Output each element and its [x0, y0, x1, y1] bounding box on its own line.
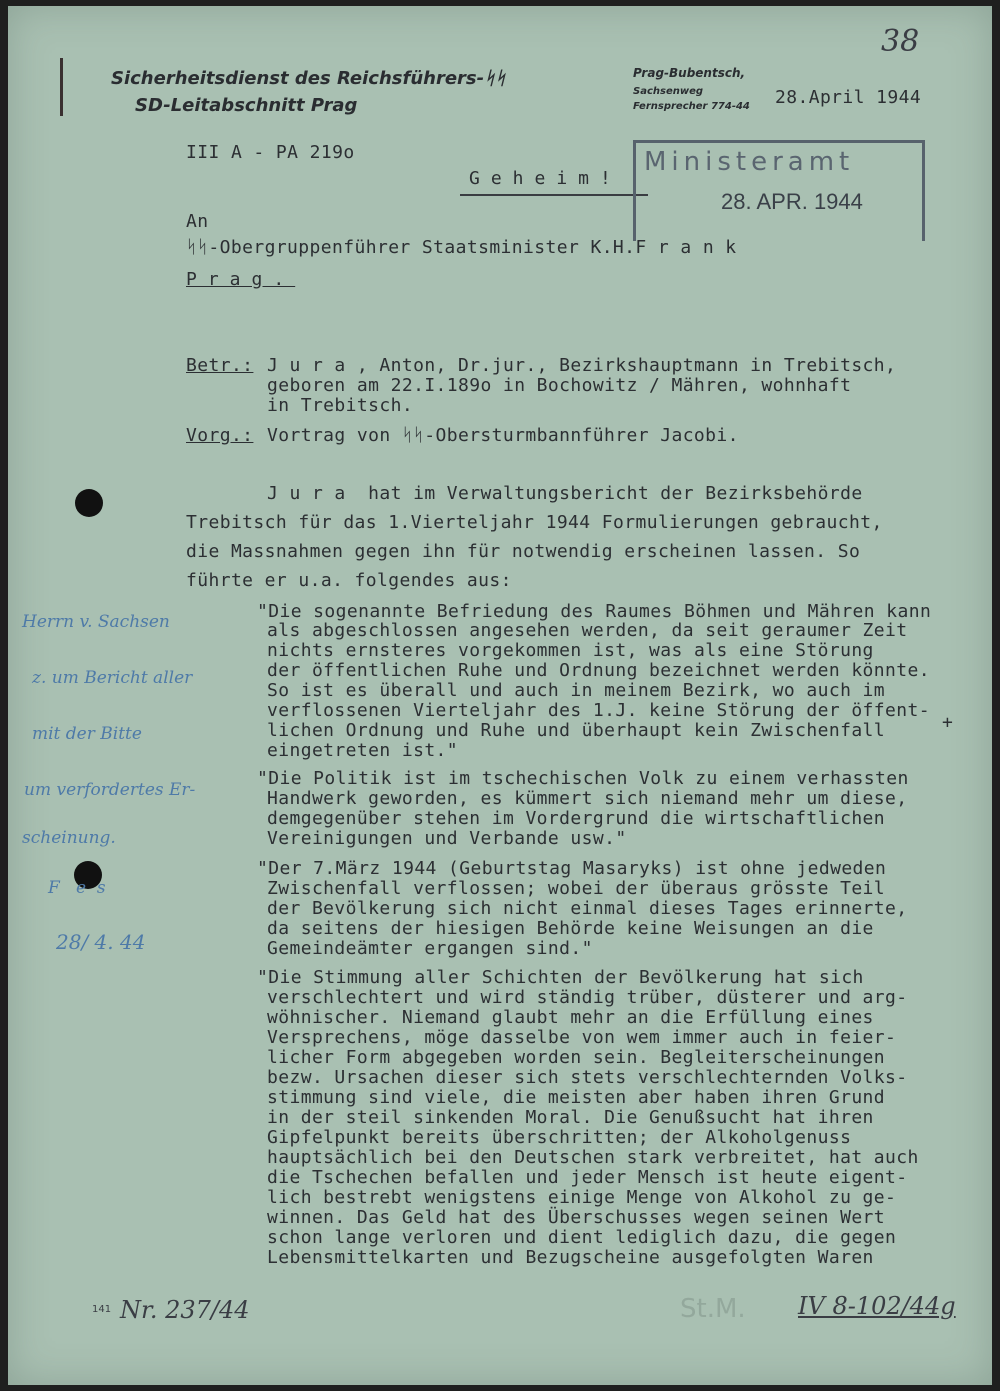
quote2-line: "Die Politik ist im tschechischen Volk zu einem verhassten: [257, 768, 909, 789]
quote4-line: in der steil sinkenden Moral. Die Genußsucht hat ihren: [267, 1107, 874, 1128]
vorg-label: Vorg.:: [186, 425, 254, 446]
letterhead-line1: Sicherheitsdienst des Reichsführers-ᛋᛋ: [111, 68, 506, 89]
margin-note-line: Herrn v. Sachsen: [22, 612, 170, 632]
quote1-line: der öffentlichen Ruhe und Ordnung bezeichnet werden könnte.: [267, 660, 930, 681]
quote4-line: verschlechtert und wird ständig trüber, düsterer und arg-: [267, 987, 908, 1008]
recipient-name: ᛋᛋ-Obergruppenführer Staatsminister K.H.F r a n k: [186, 237, 737, 258]
address-street: Sachsenweg: [633, 86, 704, 97]
quote4-line: lich bestrebt wenigstens einige Menge von Alkohol zu ge-: [267, 1187, 897, 1208]
quote2-line: Vereinigungen und Verbande usw.": [267, 828, 627, 849]
margin-note-line: scheinung.: [22, 828, 116, 848]
quote1-line: eingetreten ist.": [267, 740, 459, 761]
file-reference: III A - PA 219o: [186, 142, 355, 163]
punch-hole-top: [75, 489, 103, 517]
quote4-line: licher Form abgegeben worden sein. Begleiterscheinungen: [267, 1047, 886, 1068]
intro-line: führte er u.a. folgendes aus:: [186, 570, 512, 591]
quote1-line: nichts ernsteres vorgekommen ist, was als eine Störung: [267, 640, 874, 661]
stamp-title: Ministeramt: [644, 147, 855, 177]
margin-note-line: um verfordertes Er-: [24, 780, 196, 800]
page-number: 38: [881, 24, 920, 59]
quote3-line: da seitens der hiesigen Behörde keine Weisungen an die: [267, 918, 874, 939]
quote4-line: Versprechens, möge dasselbe von wem immer auch in feier-: [267, 1027, 897, 1048]
quote1-line: verflossenen Vierteljahr des 1.J. keine Störung der öffent-: [267, 700, 930, 721]
quote4-line: die Tschechen befallen und jeder Mensch ist heute eigent-: [267, 1167, 908, 1188]
betr-line1: J u r a , Anton, Dr.jur., Bezirkshauptmann in Trebitsch,: [267, 355, 897, 376]
betr-line2: geboren am 22.I.189o in Bochowitz / Mähren, wohnhaft: [267, 375, 852, 396]
quote1-line: lichen Ordnung und Ruhe und überhaupt kein Zwischenfall: [267, 720, 886, 741]
margin-tick: [60, 58, 63, 116]
intro-line: die Massnahmen gegen ihn für notwendig erscheinen lassen. So: [186, 541, 861, 562]
quote4-line: bezw. Ursachen dieser sich stets verschlechternden Volks-: [267, 1067, 908, 1088]
quote3-line: "Der 7.März 1944 (Geburtstag Masaryks) ist ohne jedweden: [257, 858, 887, 879]
quote4-line: stimmung sind viele, die meisten aber haben ihren Grund: [267, 1087, 886, 1108]
document-page: [8, 6, 992, 1385]
recipient-an: An: [186, 211, 209, 232]
address-phone: Fernsprecher 774-44: [633, 101, 750, 112]
quote3-line: Zwischenfall verflossen; wobei der überaus grösste Teil: [267, 878, 886, 899]
margin-note-line: mit der Bitte: [32, 724, 142, 744]
quote4-line: wöhnischer. Niemand glaubt mehr an die Erfüllung eines: [267, 1007, 874, 1028]
classification: Geheim!: [469, 168, 622, 189]
letter-date: 28.April 1944: [775, 87, 922, 108]
quote3-line: Gemeindeämter ergangen sind.": [267, 938, 593, 959]
letterhead-line2: SD-Leitabschnitt Prag: [135, 95, 358, 116]
margin-note-line: z. um Bericht aller: [32, 668, 193, 688]
quote1-line: als abgeschlossen angesehen werden, da seit geraumer Zeit: [267, 620, 908, 641]
footer-small-number: 141: [92, 1304, 112, 1315]
plus-mark: +: [942, 712, 954, 733]
margin-note-line: F e s: [48, 878, 106, 898]
betr-line3: in Trebitsch.: [267, 395, 414, 416]
quote4-line: Lebensmittelkarten und Bezugscheine ausgefolgten Waren: [267, 1247, 874, 1268]
intro-line: Trebitsch für das 1.Vierteljahr 1944 Formulierungen gebraucht,: [186, 512, 883, 533]
footer-stm: St.M.: [680, 1294, 746, 1324]
ministeramt-stamp: [633, 140, 925, 241]
quote1-line: So ist es überall und auch in meinem Bezirk, wo auch im: [267, 680, 886, 701]
stamp-date: 28. APR. 1944: [721, 189, 863, 214]
recipient-city: Prag.: [186, 269, 296, 290]
quote2-line: Handwerk geworden, es kümmert sich niemand mehr um diese,: [267, 788, 908, 809]
quote4-line: Gipfelpunkt bereits überschritten; der Alkoholgenuss: [267, 1127, 852, 1148]
footer-right-number: IV 8-102/44g: [798, 1292, 956, 1320]
betr-label: Betr.:: [186, 355, 254, 376]
quote1-line: "Die sogenannte Befriedung des Raumes Böhmen und Mähren kann: [257, 601, 932, 622]
vorg-text: Vortrag von ᛋᛋ-Obersturmbannführer Jacobi.: [267, 425, 739, 446]
margin-note-date: 28/ 4. 44: [56, 930, 146, 954]
quote3-line: der Bevölkerung sich nicht einmal dieses Tages erinnerte,: [267, 898, 908, 919]
address-city: Prag-Bubentsch,: [633, 66, 746, 80]
quote4-line: winnen. Das Geld hat des Überschusses wegen seinen Wert: [267, 1207, 886, 1228]
classification-underline: [460, 194, 648, 196]
intro-line: J u r a hat im Verwaltungsbericht der Bezirksbehörde: [267, 483, 863, 504]
quote4-line: schon lange verloren und dient lediglich dazu, die gegen: [267, 1227, 897, 1248]
quote2-line: demgegenüber stehen im Vordergrund die wirtschaftlichen: [267, 808, 886, 829]
quote4-line: hauptsächlich bei den Deutschen stark verbreitet, hat auch: [267, 1147, 919, 1168]
quote4-line: "Die Stimmung aller Schichten der Bevölkerung hat sich: [257, 967, 864, 988]
footer-left-number: Nr. 237/44: [120, 1296, 250, 1324]
